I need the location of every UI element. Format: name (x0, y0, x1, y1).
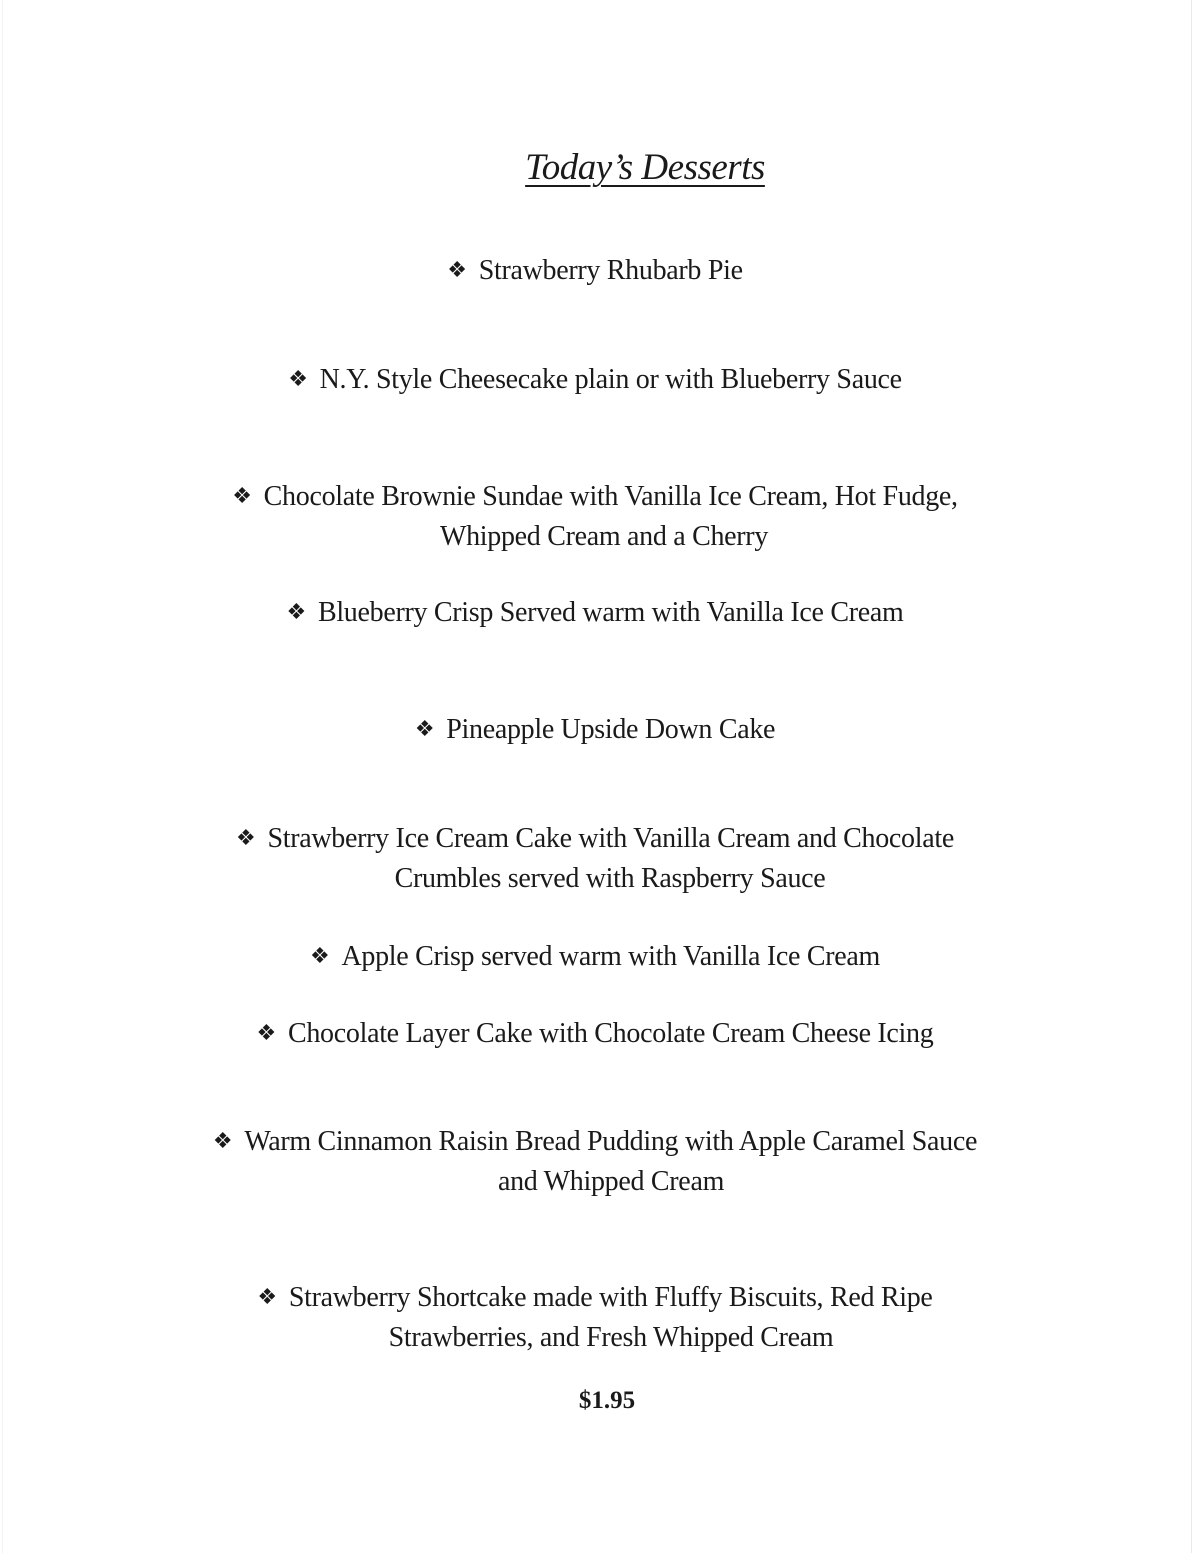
dessert-item-line: Strawberry Rhubarb Pie (478, 255, 743, 286)
dessert-item (0, 710, 1190, 750)
diamond-bullet-icon: ❖ (256, 1020, 276, 1045)
diamond-bullet-icon: ❖ (236, 825, 256, 850)
dessert-item (0, 251, 1190, 291)
dessert-item-line: Chocolate Brownie Sundae with Vanilla Ice Cream, Hot Fudge, (263, 481, 958, 512)
diamond-bullet-icon: ❖ (212, 1128, 233, 1153)
diamond-bullet-icon: ❖ (310, 943, 330, 968)
dessert-item (0, 360, 1190, 400)
dessert-item (0, 1278, 1190, 1357)
dessert-item (0, 1014, 1190, 1054)
diamond-bullet-icon: ❖ (447, 257, 467, 282)
dessert-item (0, 819, 1190, 898)
dessert-item-line: and Whipped Cream (497, 1166, 725, 1197)
dessert-item-line: Chocolate Layer Cake with Chocolate Cream Cheese Icing (287, 1018, 934, 1049)
dessert-item-line: Pineapple Upside Down Cake (446, 714, 776, 745)
dessert-item-line: Crumbles served with Raspberry Sauce (394, 863, 826, 894)
menu-title: Today’s Desserts (525, 147, 765, 188)
dessert-item-line: Whipped Cream and a Cherry (439, 521, 769, 552)
dessert-item (0, 937, 1190, 977)
diamond-bullet-icon: ❖ (286, 599, 306, 624)
dessert-item-line: Strawberry Shortcake made with Fluffy Biscuits, Red Ripe (288, 1282, 933, 1313)
dessert-item-line: Strawberry Ice Cream Cake with Vanilla Cream and Chocolate (267, 823, 954, 854)
diamond-bullet-icon: ❖ (288, 366, 308, 391)
dessert-item-line: Apple Crisp served warm with Vanilla Ice Cream (341, 941, 880, 972)
dessert-item (0, 477, 1190, 556)
dessert-item (0, 593, 1190, 633)
page-edge (1191, 0, 1192, 1553)
dessert-item-line: N.Y. Style Cheesecake plain or with Blueberry Sauce (319, 364, 902, 395)
price: $1.95 (578, 1387, 636, 1414)
dessert-item (0, 1122, 1190, 1201)
diamond-bullet-icon: ❖ (414, 716, 435, 741)
diamond-bullet-icon: ❖ (257, 1284, 277, 1309)
dessert-item-line: Blueberry Crisp Served warm with Vanilla Ice Cream (317, 597, 904, 628)
dessert-item-line: Strawberries, and Fresh Whipped Cream (388, 1322, 834, 1353)
dessert-item-line: Warm Cinnamon Raisin Bread Pudding with Apple Caramel Sauce (244, 1126, 978, 1157)
diamond-bullet-icon: ❖ (232, 483, 252, 508)
